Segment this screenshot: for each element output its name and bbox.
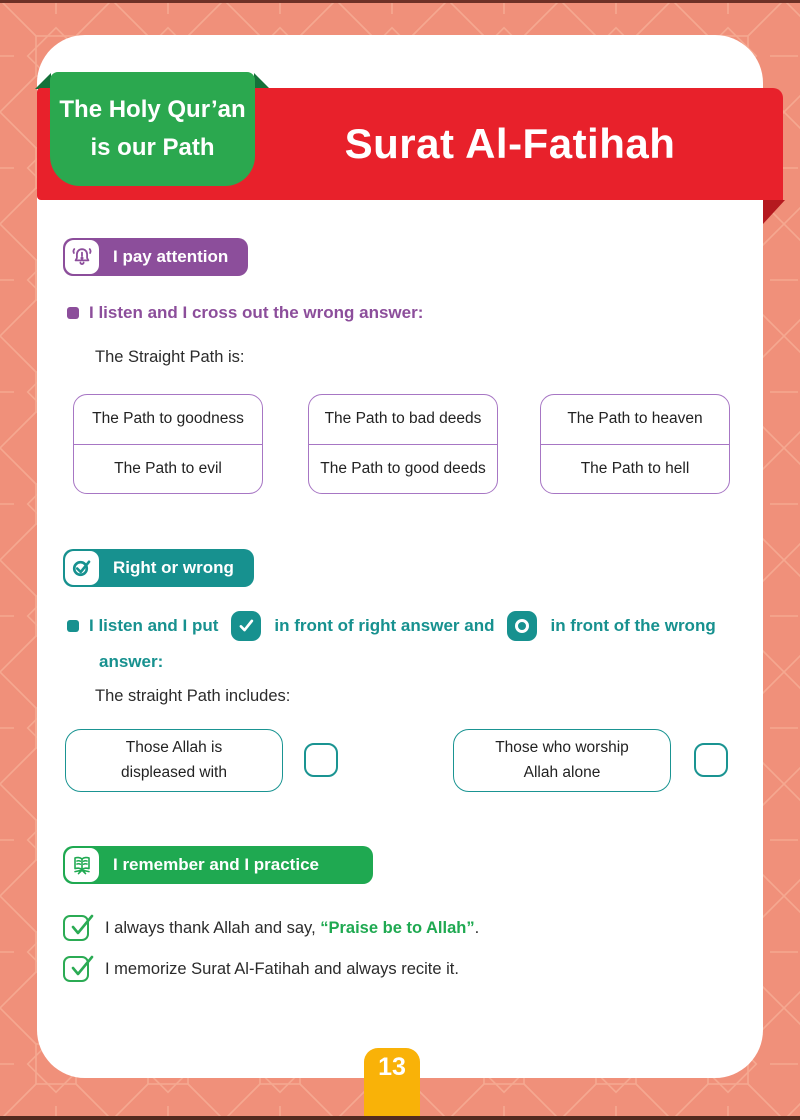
practice-section-badge xyxy=(63,846,373,884)
attention-badge-label: I pay attention xyxy=(113,247,229,266)
instruction-part1: I listen and I put xyxy=(89,616,219,635)
ribbon-fold-right xyxy=(254,73,270,89)
highlighted-phrase: “Praise be to Allah” xyxy=(320,918,475,937)
answer-box-2 xyxy=(308,394,498,494)
choice-text: displeased with xyxy=(121,763,227,781)
attention-instruction xyxy=(67,303,423,323)
answer-option[interactable]: The Path to goodness xyxy=(74,395,262,445)
unit-ribbon xyxy=(50,72,255,186)
page-bottom-edge xyxy=(0,1116,800,1120)
right-or-wrong-instruction-line2 xyxy=(99,652,163,672)
attention-prompt: The Straight Path is: xyxy=(95,348,245,366)
content-card xyxy=(37,35,763,1078)
checked-checkbox-icon[interactable] xyxy=(63,915,89,941)
answer-option[interactable]: The Path to bad deeds xyxy=(309,395,497,445)
answer-option[interactable]: The Path to evil xyxy=(114,459,222,477)
open-quran-icon xyxy=(65,848,99,882)
check-square-icon xyxy=(231,611,261,641)
instruction-part3: in front of the wrong xyxy=(550,616,716,635)
ribbon-fold-left xyxy=(35,73,51,89)
choice-text: Those who worship xyxy=(495,739,629,757)
answer-checkbox-2[interactable] xyxy=(694,743,728,777)
choice-text: Those Allah is xyxy=(125,739,223,757)
answer-option[interactable]: The Path to hell xyxy=(580,459,690,477)
ring-square-icon xyxy=(507,611,537,641)
choice-box-2 xyxy=(453,729,671,792)
practice-item-text: I memorize Surat Al-Fatihah and always recite it. xyxy=(105,959,459,978)
answer-box-1 xyxy=(73,394,263,494)
unit-ribbon-line2: is our Path xyxy=(90,134,215,161)
square-bullet xyxy=(67,307,79,319)
choice-box-1 xyxy=(65,729,283,792)
answer-option[interactable]: The Path to heaven xyxy=(541,395,729,445)
unit-ribbon-line1: The Holy Qur’an xyxy=(59,95,246,123)
instruction-part4: answer: xyxy=(99,652,164,671)
attention-instruction-text: I listen and I cross out the wrong answer: xyxy=(89,303,424,322)
checked-checkbox-icon[interactable] xyxy=(63,956,89,982)
right-or-wrong-prompt: The straight Path includes: xyxy=(95,687,291,705)
practice-badge-label: I remember and I practice xyxy=(113,855,319,874)
practice-item-text: I always thank Allah and say, “Praise be to Allah”. xyxy=(105,918,480,937)
page-number-tab xyxy=(364,1048,420,1118)
right-or-wrong-section-badge xyxy=(63,549,254,587)
choice-text: Allah alone xyxy=(523,763,601,781)
right-or-wrong-badge-label: Right or wrong xyxy=(113,558,234,577)
instruction-part2: in front of right answer and xyxy=(274,616,495,635)
right-or-wrong-instruction-line1 xyxy=(67,611,716,641)
check-circle-icon xyxy=(65,551,99,585)
square-bullet xyxy=(67,620,79,632)
practice-item-2 xyxy=(63,956,459,982)
lesson-title: Surat Al-Fatihah xyxy=(344,120,676,167)
practice-item-1 xyxy=(63,915,479,941)
page-top-edge xyxy=(0,0,800,3)
answer-option[interactable]: The Path to good deeds xyxy=(320,459,486,477)
attention-section-badge xyxy=(63,238,248,276)
bell-icon xyxy=(65,240,99,274)
answer-checkbox-1[interactable] xyxy=(304,743,338,777)
answer-box-3 xyxy=(540,394,730,494)
page-number: 13 xyxy=(378,1053,406,1081)
